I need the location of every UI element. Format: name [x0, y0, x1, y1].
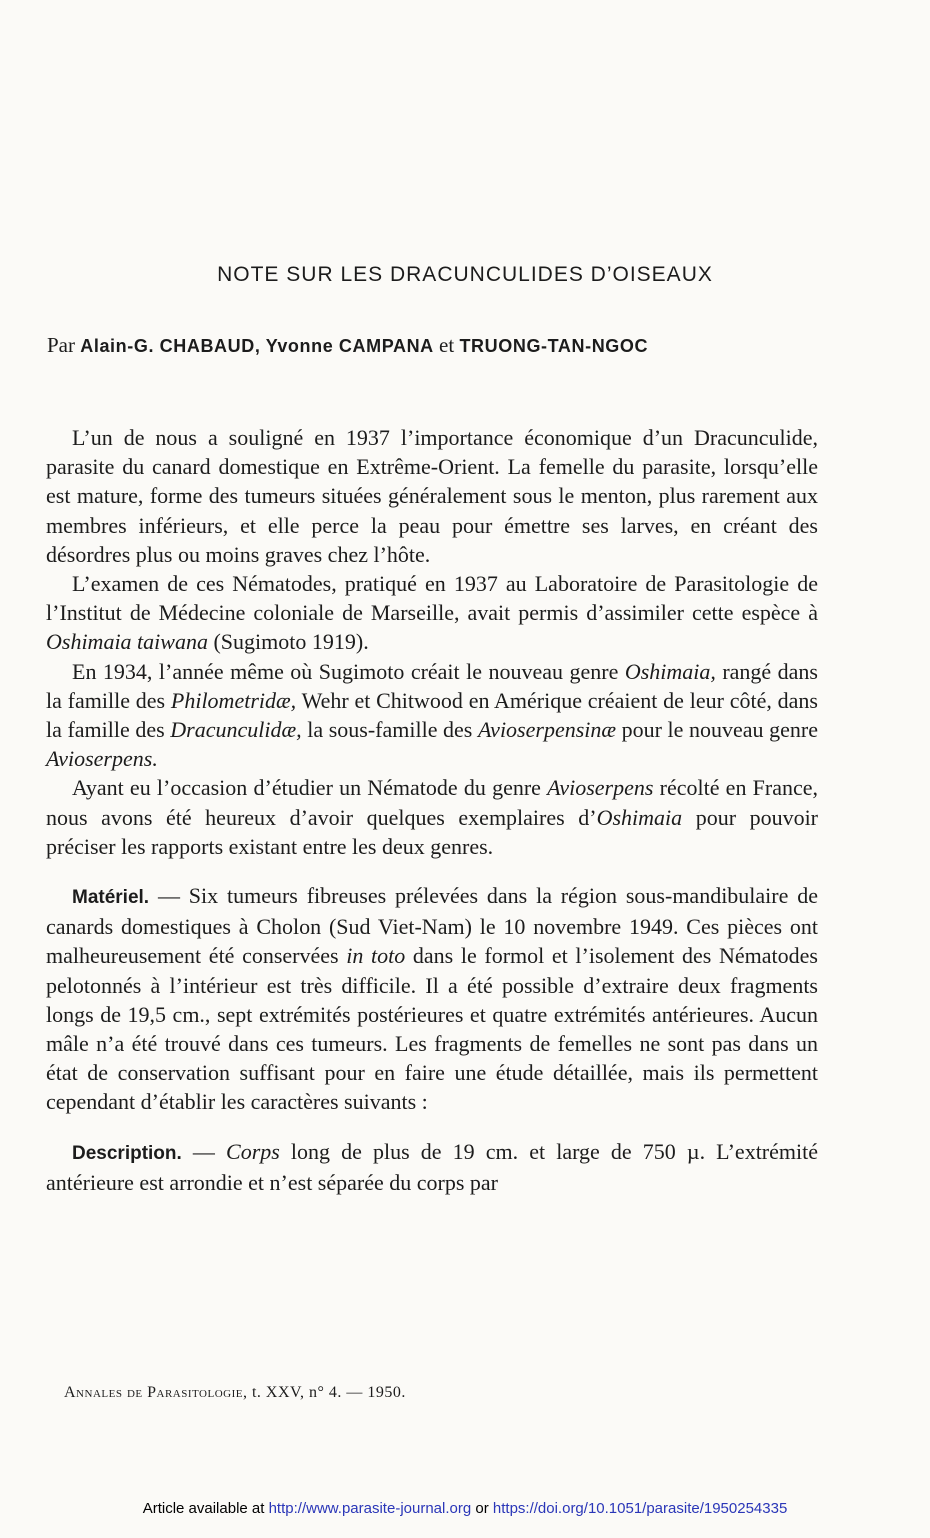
author-campana: Yvonne CAMPANA: [265, 336, 434, 356]
article-body: [46, 423, 818, 1197]
paragraph-examen: L’examen de ces Nématodes, pratiqué en 1937 au Laboratoire de Parasitologie de l’Institut de Médecine coloniale de Marseille, avait permis d’assimiler cette espèce à Oshimaia taiwana (Sugimoto 1919).: [46, 571, 818, 655]
author-truong: TRUONG-TAN-NGOC: [459, 336, 649, 356]
journal-volume: t. XXV, n° 4. — 1950.: [247, 1384, 406, 1401]
paragraph-intro: L’un de nous a souligné en 1937 l’importance économique d’un Dracunculide, parasite du canard domestique en Extrême-Orient. La femelle du parasite, lorsqu’elle est mature, forme des tumeurs situées généralement sous le menton, plus rarement aux membres inférieurs, et elle perce la peau pour émettre ses larves, en créant des désordres plus ou moins graves chez l’hôte.: [46, 425, 818, 567]
byline-par: Par: [47, 333, 75, 357]
paragraph-avioserpens: Ayant eu l’occasion d’étudier un Nématode du genre Avioserpens récolté en France, nous avons été heureux d’avoir quelques exemplaires d’Oshimaia pour pouvoir préciser les rapports existant entre les deux genres.: [46, 775, 819, 859]
byline-et: et: [439, 333, 455, 357]
author-chabaud: Alain-G. CHABAUD,: [80, 336, 261, 356]
journal-citation: [64, 1384, 406, 1402]
doi-link[interactable]: https://doi.org/10.1051/parasite/1950254335: [492, 1500, 788, 1517]
section-materiel: Matériel. — Six tumeurs fibreuses prélevées dans la région sous-mandibulaire de canards domestiques à Cholon (Sud Viet-Nam) le 10 novembre 1949. Ces pièces ont malheureusement été conservées in toto dans le formol et l’isolement des Nématodes pelotonnés à l’intérieur est très difficile. Il a été possible d’extraire deux fragments longs de 19,5 cm., sept extrémités postérieures et quatre extrémités antérieures. Aucun mâle n’a été trouvé dans ces tumeurs. Les fragments de femelles ne sont pas dans un état de conservation suffisant pour en faire une étude détaillée, mais ils permettent cependant d’établir les caractères suivants :: [46, 883, 818, 1115]
section-description: Description. — Corps long de plus de 19 cm. et large de 750 µ. L’extrémité antérieure est arrondie et n’est séparée du corps par: [46, 1138, 818, 1195]
journal-name: Annales de Parasitologie,: [64, 1384, 248, 1401]
article-title: NOTE SUR LES DRACUNCULIDES D’OISEAUX: [217, 263, 713, 286]
journal-link[interactable]: http://www.parasite-journal.org: [268, 1500, 472, 1517]
materiel-heading: Matériel.: [72, 887, 150, 909]
article-availability: Article available at http://www.parasite-journal.org or https://doi.org/10.1051/parasite/1950254335: [142, 1500, 788, 1517]
description-heading: Description.: [72, 1142, 182, 1164]
paragraph-1934: En 1934, l’année même où Sugimoto créait le nouveau genre Oshimaia, rangé dans la famille des Philometridæ, Wehr et Chitwood en Amérique créaient de leur côté, dans la famille des Dracunculidæ, la sous-famille des Avioserpensinæ pour le nouveau genre Avioserpens.: [46, 658, 818, 772]
author-byline: [47, 333, 827, 358]
